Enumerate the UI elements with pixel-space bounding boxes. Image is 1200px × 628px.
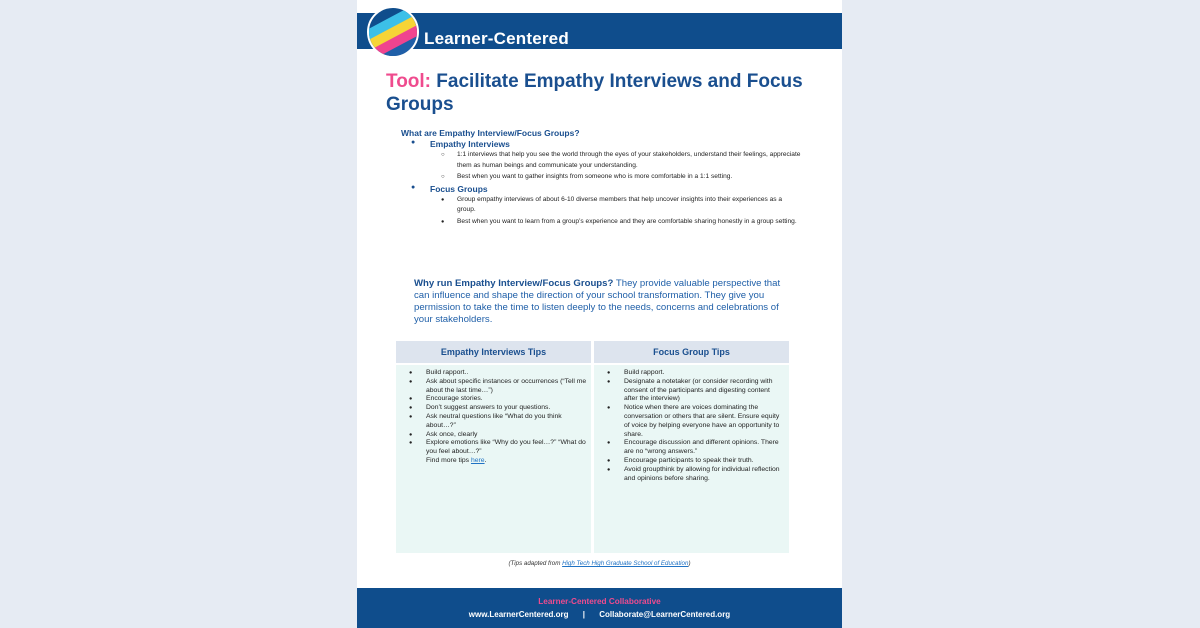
brand-name: Learner-Centered [424,29,569,48]
list-item: ● Ask once, clearly [396,431,587,440]
empathy-tips-header: Empathy Interviews Tips [396,341,591,363]
focus-tips-column [594,341,789,553]
brand-subtitle: COLLABORATIVE [424,49,564,58]
list-item: ● Explore emotions like “Why do you feel…?” “What do you feel about…?” [396,439,587,457]
tips-table [396,341,789,553]
list-item: ● Encourage discussion and different opinions. There are no “wrong answers.” [594,439,785,457]
list-item: ● Build rapport. [594,369,785,378]
why-section [414,278,798,326]
title-prefix: Tool: [386,71,432,92]
footer-separator: | [582,610,586,619]
more-tips: Find more tips here. [426,456,487,464]
list-item: ● Avoid groupthink by allowing for individual reflection and opinions before sharing. [594,466,785,484]
why-question: Why run Empathy Interview/Focus Groups? [414,278,614,289]
source-credit: (Tips adapted from High Tech High Graduate School of Education) [508,560,691,567]
list-item: ○ 1:1 interviews that help you see the world through the eyes of your stakeholders, understand their feelings, appreciate them as human beings and communicate your understanding. [457,150,801,171]
empathy-interviews-label: ● Empathy Interviews [430,139,801,149]
why-answer: They provide valuable perspective that can influence and shape the direction of your school transformation. They give you permission to take the time to listen deeply to the needs, concerns and celebrations of your stakeholders. [414,278,781,325]
list-item: ● Group empathy interviews of about 6-10 diverse members that help uncover insights into their experiences as a group. [457,195,801,216]
what-section [401,128,801,227]
title-text: Facilitate Empathy Interviews and Focus Groups [386,71,803,115]
header-bar [357,13,842,58]
list-item: ● Best when you want to learn from a group’s experience and they are comfortable sharing honestly in a group setting. [457,217,801,228]
footer-website[interactable]: www.LearnerCentered.org [468,610,569,619]
footer-email[interactable]: Collaborate@LearnerCentered.org [599,610,731,619]
logo-icon [367,6,419,58]
page-title [386,70,806,116]
source-link[interactable]: High Tech High Graduate School of Education [562,560,689,567]
list-item: ● Encourage stories. [396,395,587,404]
footer-org: Learner-Centered Collaborative [538,597,661,606]
list-item: ● Ask neutral questions like “What do you think about…?” [396,413,587,431]
empathy-tips-column [396,341,591,553]
focus-groups-label: ● Focus Groups [430,184,801,194]
list-item: ● Build rapport.. [396,369,587,378]
list-item: ● Notice when there are voices dominating the conversation or others that are silent. Ensure equity of voice by helping everyone have an opportunity to share. [594,404,785,439]
what-question: What are Empathy Interview/Focus Groups? [401,128,580,138]
more-tips-link[interactable]: here [470,456,485,464]
footer-bar [357,588,842,628]
list-item: ● Don’t suggest answers to your questions. [396,404,587,413]
list-item: ● Designate a notetaker (or consider recording with consent of the participants and digesting content after the interview) [594,378,785,404]
footer-contact [357,610,842,619]
list-item: ● Encourage participants to speak their truth. [594,457,785,466]
list-item: ○ Best when you want to gather insights from someone who is more comfortable in a 1:1 setting. [457,172,801,183]
focus-tips-header: Focus Group Tips [594,341,789,363]
document-page [357,0,842,628]
list-item: ● Ask about specific instances or occurrences (“Tell me about the last time…”) [396,378,587,396]
